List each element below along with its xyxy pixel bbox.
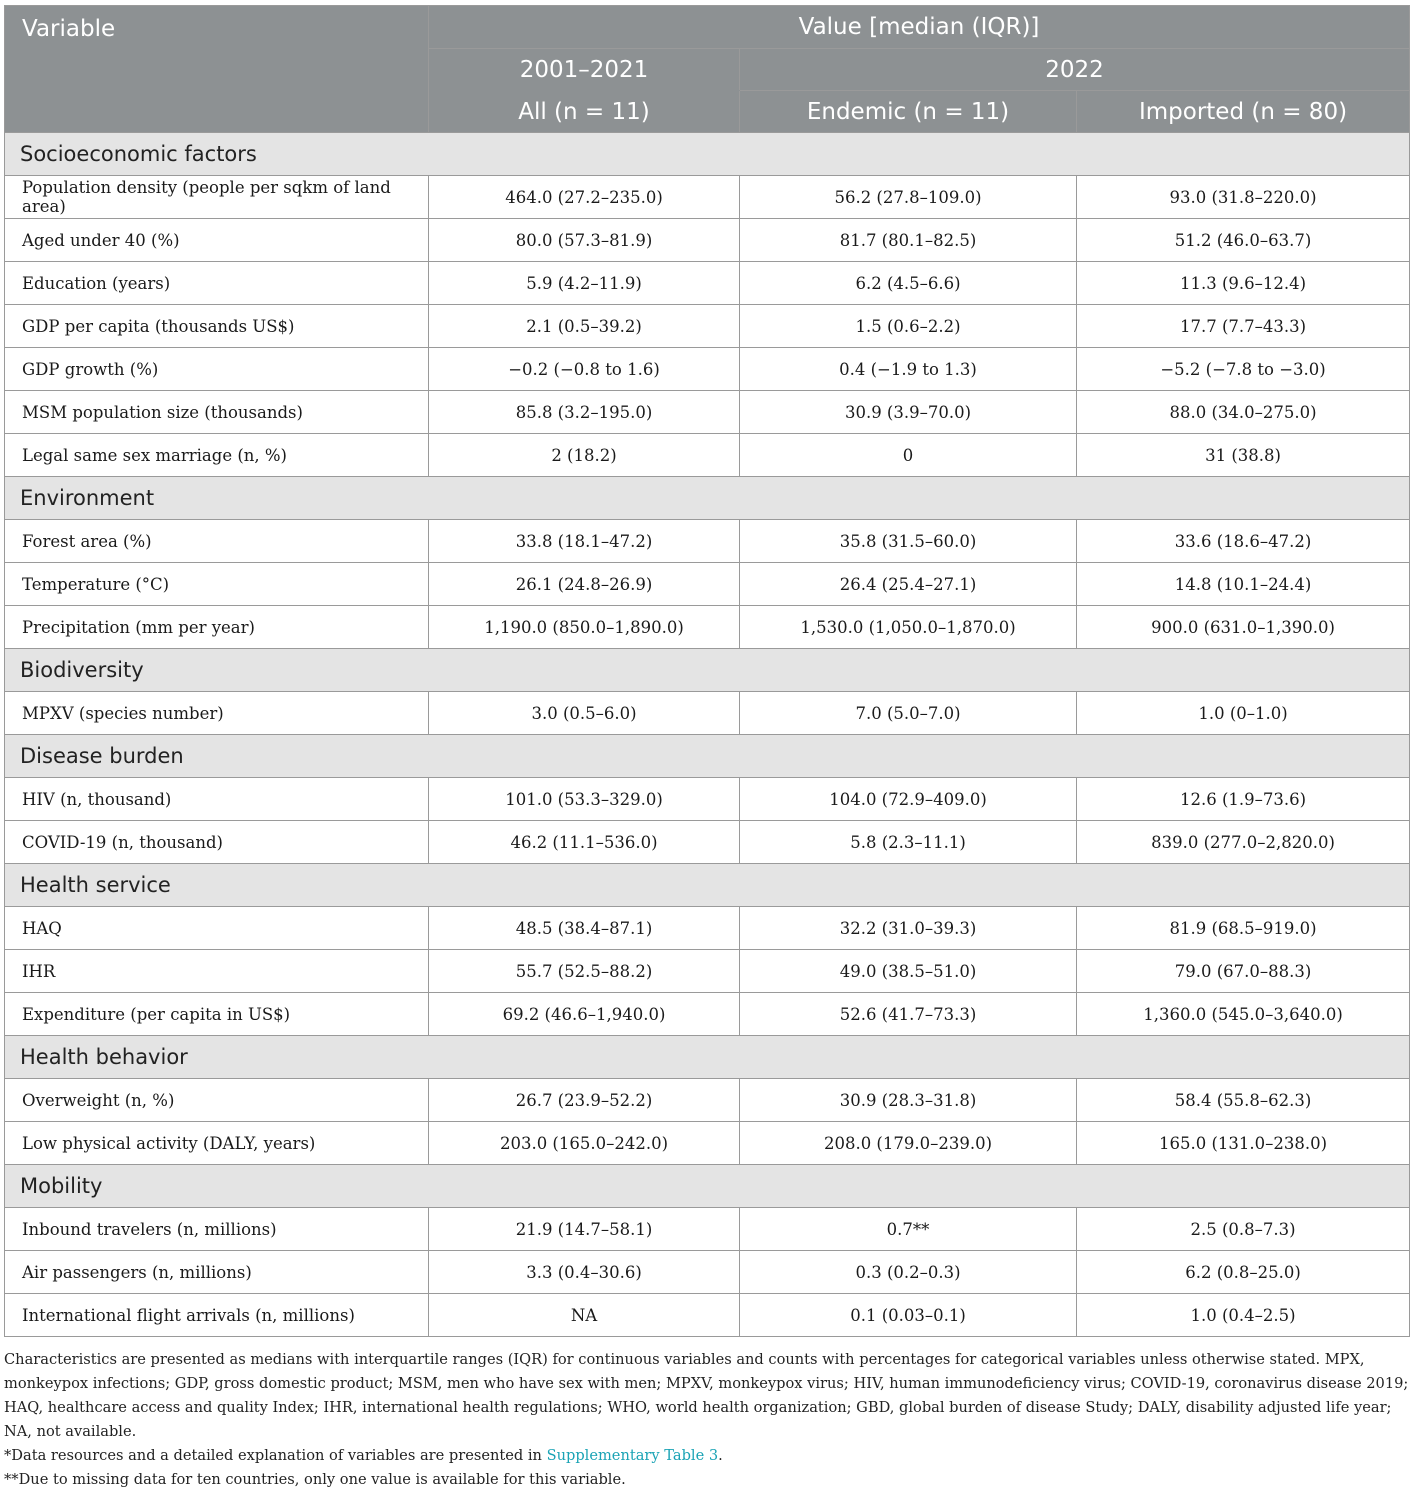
section-row	[5, 1036, 1410, 1079]
cell-all: 3.3 (0.4–30.6)	[429, 1251, 740, 1294]
table-row	[5, 778, 1410, 821]
table-row	[5, 1208, 1410, 1251]
row-label: GDP per capita (thousands US$)	[5, 305, 429, 348]
row-label: MPXV (species number)	[5, 692, 429, 735]
section-title: Socioeconomic factors	[5, 133, 1410, 176]
cell-all: 48.5 (38.4–87.1)	[429, 907, 740, 950]
cell-endemic: 30.9 (28.3–31.8)	[740, 1079, 1077, 1122]
footnote-star1-prefix: *Data resources and a detailed explanation of variables are presented in	[4, 1447, 547, 1464]
cell-endemic: 0	[740, 434, 1077, 477]
row-label: Low physical activity (DALY, years)	[5, 1122, 429, 1165]
section-title: Environment	[5, 477, 1410, 520]
table-row	[5, 993, 1410, 1036]
header-col-endemic: Endemic (n = 11)	[740, 91, 1077, 133]
cell-all: 85.8 (3.2–195.0)	[429, 391, 740, 434]
supplementary-table-link[interactable]: Supplementary Table 3	[546, 1447, 719, 1464]
cell-all: 21.9 (14.7–58.1)	[429, 1208, 740, 1251]
section-row	[5, 864, 1410, 907]
cell-endemic: 1,530.0 (1,050.0–1,870.0)	[740, 606, 1077, 649]
cell-endemic: 56.2 (27.8–109.0)	[740, 176, 1077, 219]
table-row	[5, 219, 1410, 262]
table-row	[5, 391, 1410, 434]
header-row-1	[5, 6, 1410, 49]
row-label: Precipitation (mm per year)	[5, 606, 429, 649]
header-period-2001-2021: 2001–2021	[429, 49, 740, 91]
cell-imported: 165.0 (131.0–238.0)	[1077, 1122, 1410, 1165]
cell-endemic: 35.8 (31.5–60.0)	[740, 520, 1077, 563]
row-label: COVID-19 (n, thousand)	[5, 821, 429, 864]
table-row	[5, 950, 1410, 993]
table-row	[5, 692, 1410, 735]
cell-endemic: 0.1 (0.03–0.1)	[740, 1294, 1077, 1337]
cell-all: 80.0 (57.3–81.9)	[429, 219, 740, 262]
row-label: MSM population size (thousands)	[5, 391, 429, 434]
cell-all: 2.1 (0.5–39.2)	[429, 305, 740, 348]
cell-endemic: 49.0 (38.5–51.0)	[740, 950, 1077, 993]
cell-all: 101.0 (53.3–329.0)	[429, 778, 740, 821]
cell-all: −0.2 (−0.8 to 1.6)	[429, 348, 740, 391]
section-row	[5, 649, 1410, 692]
cell-all: 46.2 (11.1–536.0)	[429, 821, 740, 864]
cell-imported: 1.0 (0.4–2.5)	[1077, 1294, 1410, 1337]
cell-imported: 11.3 (9.6–12.4)	[1077, 262, 1410, 305]
cell-endemic: 0.7**	[740, 1208, 1077, 1251]
table-row	[5, 348, 1410, 391]
cell-endemic: 52.6 (41.7–73.3)	[740, 993, 1077, 1036]
row-label: Forest area (%)	[5, 520, 429, 563]
row-label: International flight arrivals (n, millions)	[5, 1294, 429, 1337]
cell-endemic: 81.7 (80.1–82.5)	[740, 219, 1077, 262]
section-row	[5, 735, 1410, 778]
cell-endemic: 0.4 (−1.9 to 1.3)	[740, 348, 1077, 391]
table-row	[5, 305, 1410, 348]
section-row	[5, 133, 1410, 176]
cell-all: 1,190.0 (850.0–1,890.0)	[429, 606, 740, 649]
row-label: Inbound travelers (n, millions)	[5, 1208, 429, 1251]
cell-endemic: 1.5 (0.6–2.2)	[740, 305, 1077, 348]
row-label: Temperature (°C)	[5, 563, 429, 606]
cell-imported: 88.0 (34.0–275.0)	[1077, 391, 1410, 434]
table-footnotes	[4, 1348, 1409, 1492]
table-row	[5, 1294, 1410, 1337]
table-row	[5, 434, 1410, 477]
cell-imported: 81.9 (68.5–919.0)	[1077, 907, 1410, 950]
section-row	[5, 477, 1410, 520]
table-row	[5, 176, 1410, 219]
cell-all: 26.7 (23.9–52.2)	[429, 1079, 740, 1122]
row-label: Expenditure (per capita in US$)	[5, 993, 429, 1036]
cell-imported: 900.0 (631.0–1,390.0)	[1077, 606, 1410, 649]
footnote-star2: **Due to missing data for ten countries, only one value is available for this variable.	[4, 1471, 626, 1488]
table-row	[5, 1251, 1410, 1294]
footnote-main: Characteristics are presented as medians with interquartile ranges (IQR) for continuous variables and counts with percentages for categorical variables unless otherwise stated. MPX, monkeypox infections; GDP, gross domestic product; MSM, men who have sex with men; MPXV, monkeypox virus; HIV, human immunodeficiency virus; COVID-19, coronavirus disease 2019; HAQ, healthcare access and quality Index; IHR, international health regulations; WHO, world health organization; GBD, global burden of disease Study; DALY, disability adjusted life year; NA, not available.	[4, 1351, 1409, 1440]
row-label: IHR	[5, 950, 429, 993]
table-row	[5, 262, 1410, 305]
table-row	[5, 1122, 1410, 1165]
section-title: Health behavior	[5, 1036, 1410, 1079]
cell-endemic: 32.2 (31.0–39.3)	[740, 907, 1077, 950]
cell-imported: 14.8 (10.1–24.4)	[1077, 563, 1410, 606]
cell-all: 3.0 (0.5–6.0)	[429, 692, 740, 735]
footnote-star1	[4, 1444, 1409, 1468]
cell-imported: 6.2 (0.8–25.0)	[1077, 1251, 1410, 1294]
header-variable: Variable	[5, 6, 429, 133]
section-title: Disease burden	[5, 735, 1410, 778]
table-row	[5, 606, 1410, 649]
row-label: Population density (people per sqkm of land area)	[5, 176, 429, 219]
cell-all: 33.8 (18.1–47.2)	[429, 520, 740, 563]
row-label: Overweight (n, %)	[5, 1079, 429, 1122]
section-title: Health service	[5, 864, 1410, 907]
cell-all: 26.1 (24.8–26.9)	[429, 563, 740, 606]
header-value: Value [median (IQR)]	[429, 6, 1410, 49]
table-row	[5, 520, 1410, 563]
cell-endemic: 26.4 (25.4–27.1)	[740, 563, 1077, 606]
row-label: Education (years)	[5, 262, 429, 305]
header-col-all: All (n = 11)	[429, 91, 740, 133]
cell-all: 203.0 (165.0–242.0)	[429, 1122, 740, 1165]
section-title: Mobility	[5, 1165, 1410, 1208]
cell-all: 55.7 (52.5–88.2)	[429, 950, 740, 993]
row-label: HIV (n, thousand)	[5, 778, 429, 821]
section-title: Biodiversity	[5, 649, 1410, 692]
header-period-2022: 2022	[740, 49, 1410, 91]
cell-endemic: 0.3 (0.2–0.3)	[740, 1251, 1077, 1294]
row-label: Aged under 40 (%)	[5, 219, 429, 262]
cell-imported: 31 (38.8)	[1077, 434, 1410, 477]
cell-all: NA	[429, 1294, 740, 1337]
cell-imported: 79.0 (67.0–88.3)	[1077, 950, 1410, 993]
table-container	[4, 5, 1409, 1337]
cell-all: 2 (18.2)	[429, 434, 740, 477]
table-row	[5, 563, 1410, 606]
cell-imported: 51.2 (46.0–63.7)	[1077, 219, 1410, 262]
row-label: GDP growth (%)	[5, 348, 429, 391]
cell-endemic: 5.8 (2.3–11.1)	[740, 821, 1077, 864]
cell-all: 464.0 (27.2–235.0)	[429, 176, 740, 219]
cell-imported: −5.2 (−7.8 to −3.0)	[1077, 348, 1410, 391]
cell-imported: 1,360.0 (545.0–3,640.0)	[1077, 993, 1410, 1036]
cell-endemic: 30.9 (3.9–70.0)	[740, 391, 1077, 434]
row-label: HAQ	[5, 907, 429, 950]
cell-imported: 58.4 (55.8–62.3)	[1077, 1079, 1410, 1122]
header-col-imported: Imported (n = 80)	[1077, 91, 1410, 133]
table-body	[5, 133, 1410, 1337]
cell-imported: 1.0 (0–1.0)	[1077, 692, 1410, 735]
cell-endemic: 6.2 (4.5–6.6)	[740, 262, 1077, 305]
cell-imported: 12.6 (1.9–73.6)	[1077, 778, 1410, 821]
cell-imported: 93.0 (31.8–220.0)	[1077, 176, 1410, 219]
row-label: Air passengers (n, millions)	[5, 1251, 429, 1294]
section-row	[5, 1165, 1410, 1208]
cell-all: 5.9 (4.2–11.9)	[429, 262, 740, 305]
cell-all: 69.2 (46.6–1,940.0)	[429, 993, 740, 1036]
cell-endemic: 104.0 (72.9–409.0)	[740, 778, 1077, 821]
cell-imported: 839.0 (277.0–2,820.0)	[1077, 821, 1410, 864]
table-row	[5, 1079, 1410, 1122]
footnote-star1-suffix: .	[718, 1447, 723, 1464]
cell-imported: 33.6 (18.6–47.2)	[1077, 520, 1410, 563]
cell-imported: 2.5 (0.8–7.3)	[1077, 1208, 1410, 1251]
table-row	[5, 821, 1410, 864]
cell-endemic: 208.0 (179.0–239.0)	[740, 1122, 1077, 1165]
data-table	[4, 5, 1410, 1337]
table-row	[5, 907, 1410, 950]
cell-endemic: 7.0 (5.0–7.0)	[740, 692, 1077, 735]
cell-imported: 17.7 (7.7–43.3)	[1077, 305, 1410, 348]
row-label: Legal same sex marriage (n, %)	[5, 434, 429, 477]
